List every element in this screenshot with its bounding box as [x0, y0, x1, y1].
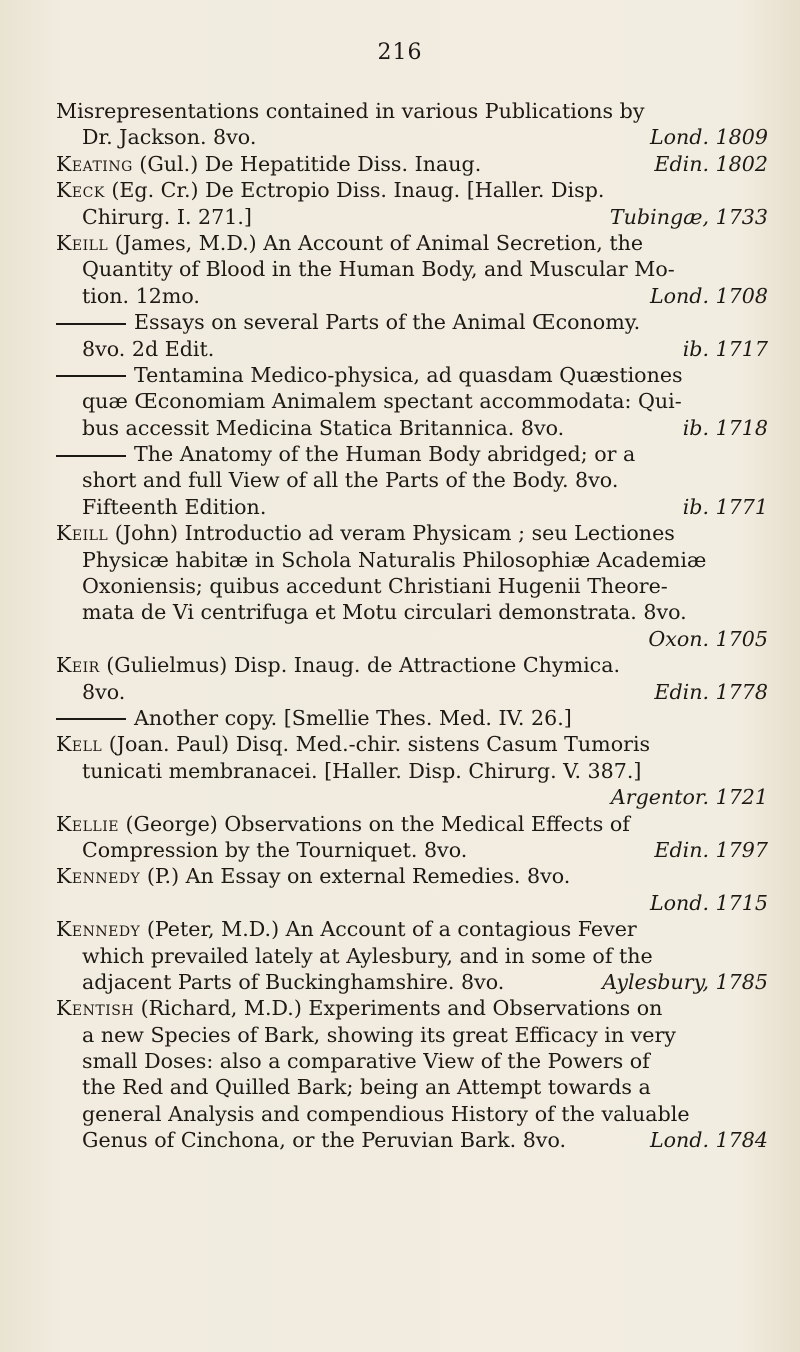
entry-text: (Richard, M.D.) Experiments and Observations on	[134, 996, 663, 1021]
catalogue-entry	[56, 520, 768, 652]
catalogue-entry	[56, 995, 768, 1153]
author-surname: Kennedy	[56, 917, 141, 942]
entry-line	[56, 890, 768, 916]
entry-text: a new Species of Bark, showing its great Efficacy in very	[82, 1022, 676, 1047]
entry-line	[56, 336, 768, 362]
entry-text: Dr. Jackson. 8vo.	[82, 125, 257, 150]
entry-text: Fifteenth Edition.	[82, 494, 267, 519]
imprint-place-year: Edin. 1802	[654, 151, 768, 176]
entry-text: Chirurg. I. 271.]	[82, 204, 252, 229]
entry-line	[56, 256, 768, 282]
entry-line	[56, 494, 768, 520]
entry-line	[56, 1074, 768, 1100]
entry-line	[56, 230, 768, 256]
catalogue-entry	[56, 151, 768, 177]
entry-text: (Gul.) De Hepatitide Diss. Inaug.	[132, 151, 482, 176]
author-surname: Keating	[56, 151, 133, 176]
entry-text: (P.) An Essay on external Remedies. 8vo.	[140, 864, 571, 889]
catalogue-entry	[56, 362, 768, 441]
author-surname: Kellie	[56, 811, 119, 836]
imprint-place-year: Lond. 1809	[649, 125, 768, 150]
entry-text: short and full View of all the Parts of the Body. 8vo.	[82, 468, 619, 493]
author-surname: Keill	[56, 521, 109, 546]
imprint-place-year: Aylesbury, 1785	[602, 969, 768, 994]
entry-text: (Peter, M.D.) An Account of a contagious Fever	[140, 917, 637, 942]
author-surname: Kentish	[56, 996, 135, 1021]
entry-line	[56, 705, 768, 731]
imprint-place-year: Argentor. 1721	[610, 785, 768, 810]
entry-text: Genus of Cinchona, or the Peruvian Bark. 8vo.	[82, 1128, 567, 1153]
entry-line	[56, 467, 768, 493]
author-surname: Keir	[56, 653, 100, 678]
entry-line	[56, 811, 768, 837]
entry-line	[56, 784, 768, 810]
imprint-place-year: Lond. 1708	[649, 283, 768, 308]
catalogue-entry	[56, 731, 768, 810]
entry-line	[56, 388, 768, 414]
catalogue-entry	[56, 705, 768, 731]
entry-text: bus accessit Medicina Statica Britannica. 8vo.	[82, 415, 565, 440]
entry-line	[56, 1101, 768, 1127]
entry-line	[56, 547, 768, 573]
entry-line	[56, 151, 768, 177]
imprint-place-year: ib. 1717	[682, 336, 768, 361]
entry-text: (Joan. Paul) Disq. Med.-chir. sistens Casum Tumoris	[102, 732, 651, 757]
imprint-place-year: Lond. 1715	[649, 890, 768, 915]
catalogue-entries	[56, 98, 768, 1154]
imprint-place-year: Edin. 1778	[654, 679, 768, 704]
entry-text: Quantity of Blood in the Human Body, and Muscular Mo-	[82, 257, 675, 282]
entry-text: mata de Vi centrifuga et Motu circulari demonstrata. 8vo.	[82, 600, 687, 625]
catalogue-entry	[56, 230, 768, 309]
entry-line	[56, 98, 768, 124]
entry-text: Compression by the Tourniquet. 8vo.	[82, 837, 468, 862]
entry-text: which prevailed lately at Aylesbury, and in some of the	[82, 943, 653, 968]
entry-line	[56, 652, 768, 678]
entry-text: 8vo.	[82, 679, 126, 704]
entry-line	[56, 679, 768, 705]
author-surname: Keck	[56, 178, 105, 203]
entry-line	[56, 520, 768, 546]
entry-text: general Analysis and compendious History of the valuable	[82, 1101, 690, 1126]
entry-line	[56, 1127, 768, 1153]
entry-line	[56, 415, 768, 441]
entry-line	[56, 758, 768, 784]
entry-text: (Gulielmus) Disp. Inaug. de Attractione Chymica.	[99, 653, 621, 678]
imprint-place-year: Lond. 1784	[649, 1128, 768, 1153]
entry-text: (George) Observations on the Medical Effects of	[118, 811, 630, 836]
entry-line	[56, 309, 768, 335]
entry-line	[56, 943, 768, 969]
entry-text: small Doses: also a comparative View of the Powers of	[82, 1049, 650, 1074]
catalogue-entry	[56, 309, 768, 362]
entry-line	[56, 1022, 768, 1048]
imprint-place-year: Tubingæ, 1733	[609, 204, 768, 229]
entry-line	[56, 916, 768, 942]
entry-line	[56, 177, 768, 203]
entry-line	[56, 863, 768, 889]
entry-line	[56, 573, 768, 599]
entry-line	[56, 441, 768, 467]
entry-text: Misrepresentations contained in various Publications by	[56, 99, 645, 123]
entry-text: (Eg. Cr.) De Ectropio Diss. Inaug. [Haller. Disp.	[104, 178, 605, 203]
entry-text: adjacent Parts of Buckinghamshire. 8vo.	[82, 969, 505, 994]
entry-line	[56, 1048, 768, 1074]
entry-text: Tentamina Medico-physica, ad quasdam Quæstiones	[134, 362, 683, 387]
imprint-place-year: Edin. 1797	[654, 837, 768, 862]
page-number: 216	[377, 40, 423, 65]
entry-text: Another copy. [Smellie Thes. Med. IV. 26.]	[134, 705, 572, 730]
imprint-place-year: ib. 1771	[682, 494, 768, 519]
entry-text: Physicæ habitæ in Schola Naturalis Philosophiæ Academiæ	[82, 547, 707, 572]
author-surname: Kell	[56, 732, 103, 757]
entry-text: quæ Œconomiam Animalem spectant accommodata: Qui-	[82, 389, 682, 414]
ditto-dash	[56, 455, 126, 457]
catalogue-entry	[56, 177, 768, 230]
entry-line	[56, 731, 768, 757]
author-surname: Kennedy	[56, 864, 141, 889]
entry-text: Oxoniensis; quibus accedunt Christiani Hugenii Theore-	[82, 574, 668, 599]
entry-line	[56, 626, 768, 652]
author-surname: Keill	[56, 230, 109, 255]
entry-text: tunicati membranacei. [Haller. Disp. Chirurg. V. 387.]	[82, 758, 642, 783]
entry-text: the Red and Quilled Bark; being an Attempt towards a	[82, 1075, 651, 1100]
ditto-dash	[56, 323, 126, 325]
entry-line	[56, 204, 768, 230]
imprint-place-year: Oxon. 1705	[648, 626, 768, 651]
entry-line	[56, 969, 768, 995]
entry-text: The Anatomy of the Human Body abridged; or a	[134, 442, 636, 467]
entry-text: (James, M.D.) An Account of Animal Secretion, the	[108, 230, 644, 255]
entry-line	[56, 599, 768, 625]
entry-line	[56, 283, 768, 309]
entry-line	[56, 124, 768, 150]
imprint-place-year: ib. 1718	[682, 415, 768, 440]
catalogue-entry	[56, 652, 768, 705]
catalogue-entry	[56, 441, 768, 520]
catalogue-entry	[56, 811, 768, 864]
entry-line	[56, 995, 768, 1021]
entry-line	[56, 362, 768, 388]
catalogue-entry	[56, 863, 768, 916]
entry-line	[56, 837, 768, 863]
entry-text: tion. 12mo.	[82, 283, 200, 308]
entry-text: (John) Introductio ad veram Physicam ; seu Lectiones	[108, 521, 675, 546]
catalogue-entry	[56, 916, 768, 995]
catalogue-entry	[56, 98, 768, 151]
entry-text: Essays on several Parts of the Animal Œconomy.	[134, 310, 641, 335]
ditto-dash	[56, 375, 126, 377]
entry-text: 8vo. 2d Edit.	[82, 336, 215, 361]
ditto-dash	[56, 718, 126, 720]
